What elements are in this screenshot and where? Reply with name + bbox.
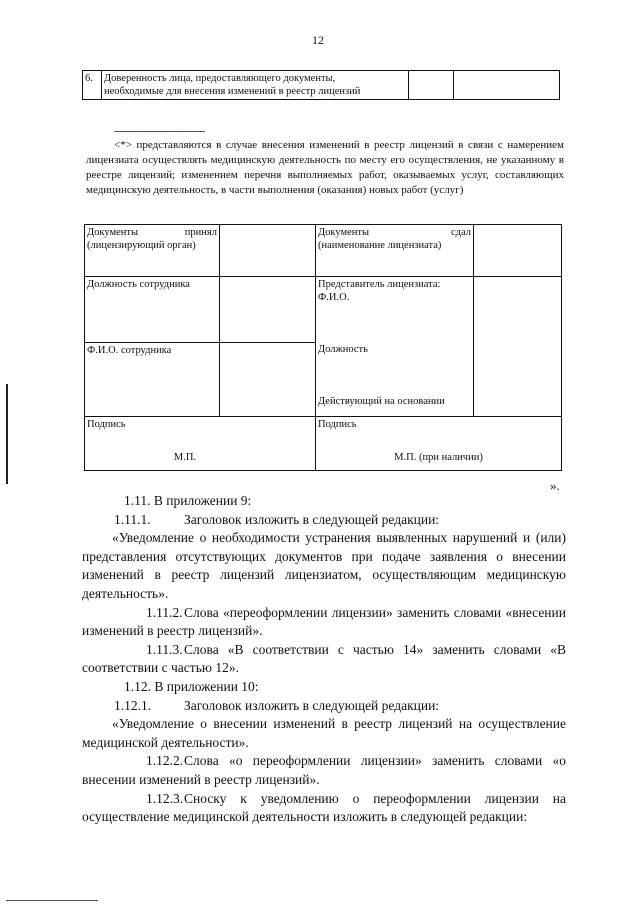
paragraph-item (114, 511, 566, 530)
item-text: Заголовок изложить в следующей редакции: (184, 697, 440, 713)
documents-table-row-6 (82, 70, 560, 100)
table-row (83, 71, 560, 100)
signature-table (84, 224, 562, 471)
licensee-representative-label: Представитель лицензиата: (318, 279, 441, 290)
empty-cell (220, 225, 316, 277)
item-text: Заголовок изложить в следующей редакции: (184, 511, 440, 527)
paragraph-item (82, 790, 566, 827)
item-text: Сноску к уведомлению о переоформлении лицензии на осуществление медицинской деятельности изложить в следующей редакции: (82, 790, 566, 825)
footnote-separator: -------------------------------- (114, 126, 205, 137)
stamp-label-left: М.П. (173, 452, 197, 463)
submitted-by-sublabel: (наименование лицензиата) (318, 240, 442, 251)
position-label: Должность (318, 344, 368, 355)
row-description-line2: необходимые для внесения изменений в реестр лицензий (104, 86, 361, 97)
signature-label-left: Подпись (87, 419, 126, 430)
item-text: Слова «переоформлении лицензии» заменить словами «внесении изменений в реестр лицензий». (82, 604, 566, 639)
acting-basis-label: Действующий на основании (318, 396, 445, 407)
item-number: 1.12.1. (114, 697, 152, 713)
item-number: 1.11.2. (146, 604, 183, 620)
paragraph-item (82, 752, 566, 789)
paragraph-item (82, 641, 566, 678)
table-row (85, 225, 562, 277)
submitted-by-cell (316, 225, 474, 277)
employee-fio-label: Ф.И.О. сотрудника (85, 343, 220, 417)
licensee-representative-cell (316, 277, 474, 417)
item-number: 1.11.1. (114, 511, 151, 527)
item-text: Слова «В соответствии с частью 14» заменить словами «В соответствии с частью 12». (82, 641, 566, 676)
paragraph-heading: 1.12. В приложении 10: (124, 678, 259, 694)
stamp-label-right: М.П. (при наличии) (394, 452, 483, 463)
right-signature-cell (316, 417, 562, 471)
item-text: Слова «о переоформлении лицензии» заменить словами «о внесении изменений в реестр лицензий». (82, 753, 566, 787)
empty-cell (474, 225, 562, 277)
bottom-line (6, 900, 98, 901)
footnote-text: <*> представляются в случае внесения изменений в реестр лицензий в связи с намерением лицензиата осуществлять медицинскую деятельность по месту его осуществления, не указанному в реестре лицензий; изменением перечня выполняемых работ, оказываемых услуг, составляющих медицинскую деятельность, в части выполнения (оказания) новых работ (услуг) (86, 139, 564, 196)
paragraph-item (114, 697, 566, 716)
row-description (102, 71, 409, 100)
accepted-by-cell (85, 225, 220, 277)
signature-label-right: Подпись (318, 419, 357, 430)
item-number: 1.12.3. (146, 790, 184, 806)
quoted-title: «Уведомление о внесении изменений в реестр лицензий на осуществление медицинской деятельности». (82, 716, 566, 750)
paragraph-heading: 1.11. В приложении 9: (124, 493, 252, 508)
employee-position-label: Должность сотрудника (85, 277, 220, 343)
fio-label: Ф.И.О. (318, 292, 350, 303)
accepted-by-sublabel: (лицензирующий орган) (87, 240, 196, 251)
accepted-by-label: Документы принял (87, 227, 217, 238)
empty-cell (454, 71, 560, 100)
table-row (85, 277, 562, 343)
amendment-text (82, 492, 566, 827)
empty-cell (220, 343, 316, 417)
row-number: 6. (83, 71, 102, 100)
margin-mark (6, 384, 8, 484)
item-number: 1.11.3. (146, 641, 183, 657)
table-row (85, 417, 562, 471)
empty-cell (220, 277, 316, 343)
paragraph-item (82, 604, 566, 641)
empty-cell (409, 71, 454, 100)
left-signature-cell (85, 417, 316, 471)
submitted-by-label: Документы сдал (318, 227, 471, 238)
row-description-line1: Доверенность лица, предоставляющего документы, (104, 73, 336, 84)
page-number: 12 (312, 33, 324, 47)
empty-cell (474, 277, 562, 417)
closing-quote: ». (550, 478, 560, 493)
quoted-title: «Уведомление о необходимости устранения выявленных нарушений и (или) представления отсутствующих документов при подаче заявления о внесении изменений в реестр лицензий лицензиатом, осуществляющим медицинскую деятельность». (82, 530, 566, 601)
item-number: 1.12.2. (146, 753, 184, 769)
